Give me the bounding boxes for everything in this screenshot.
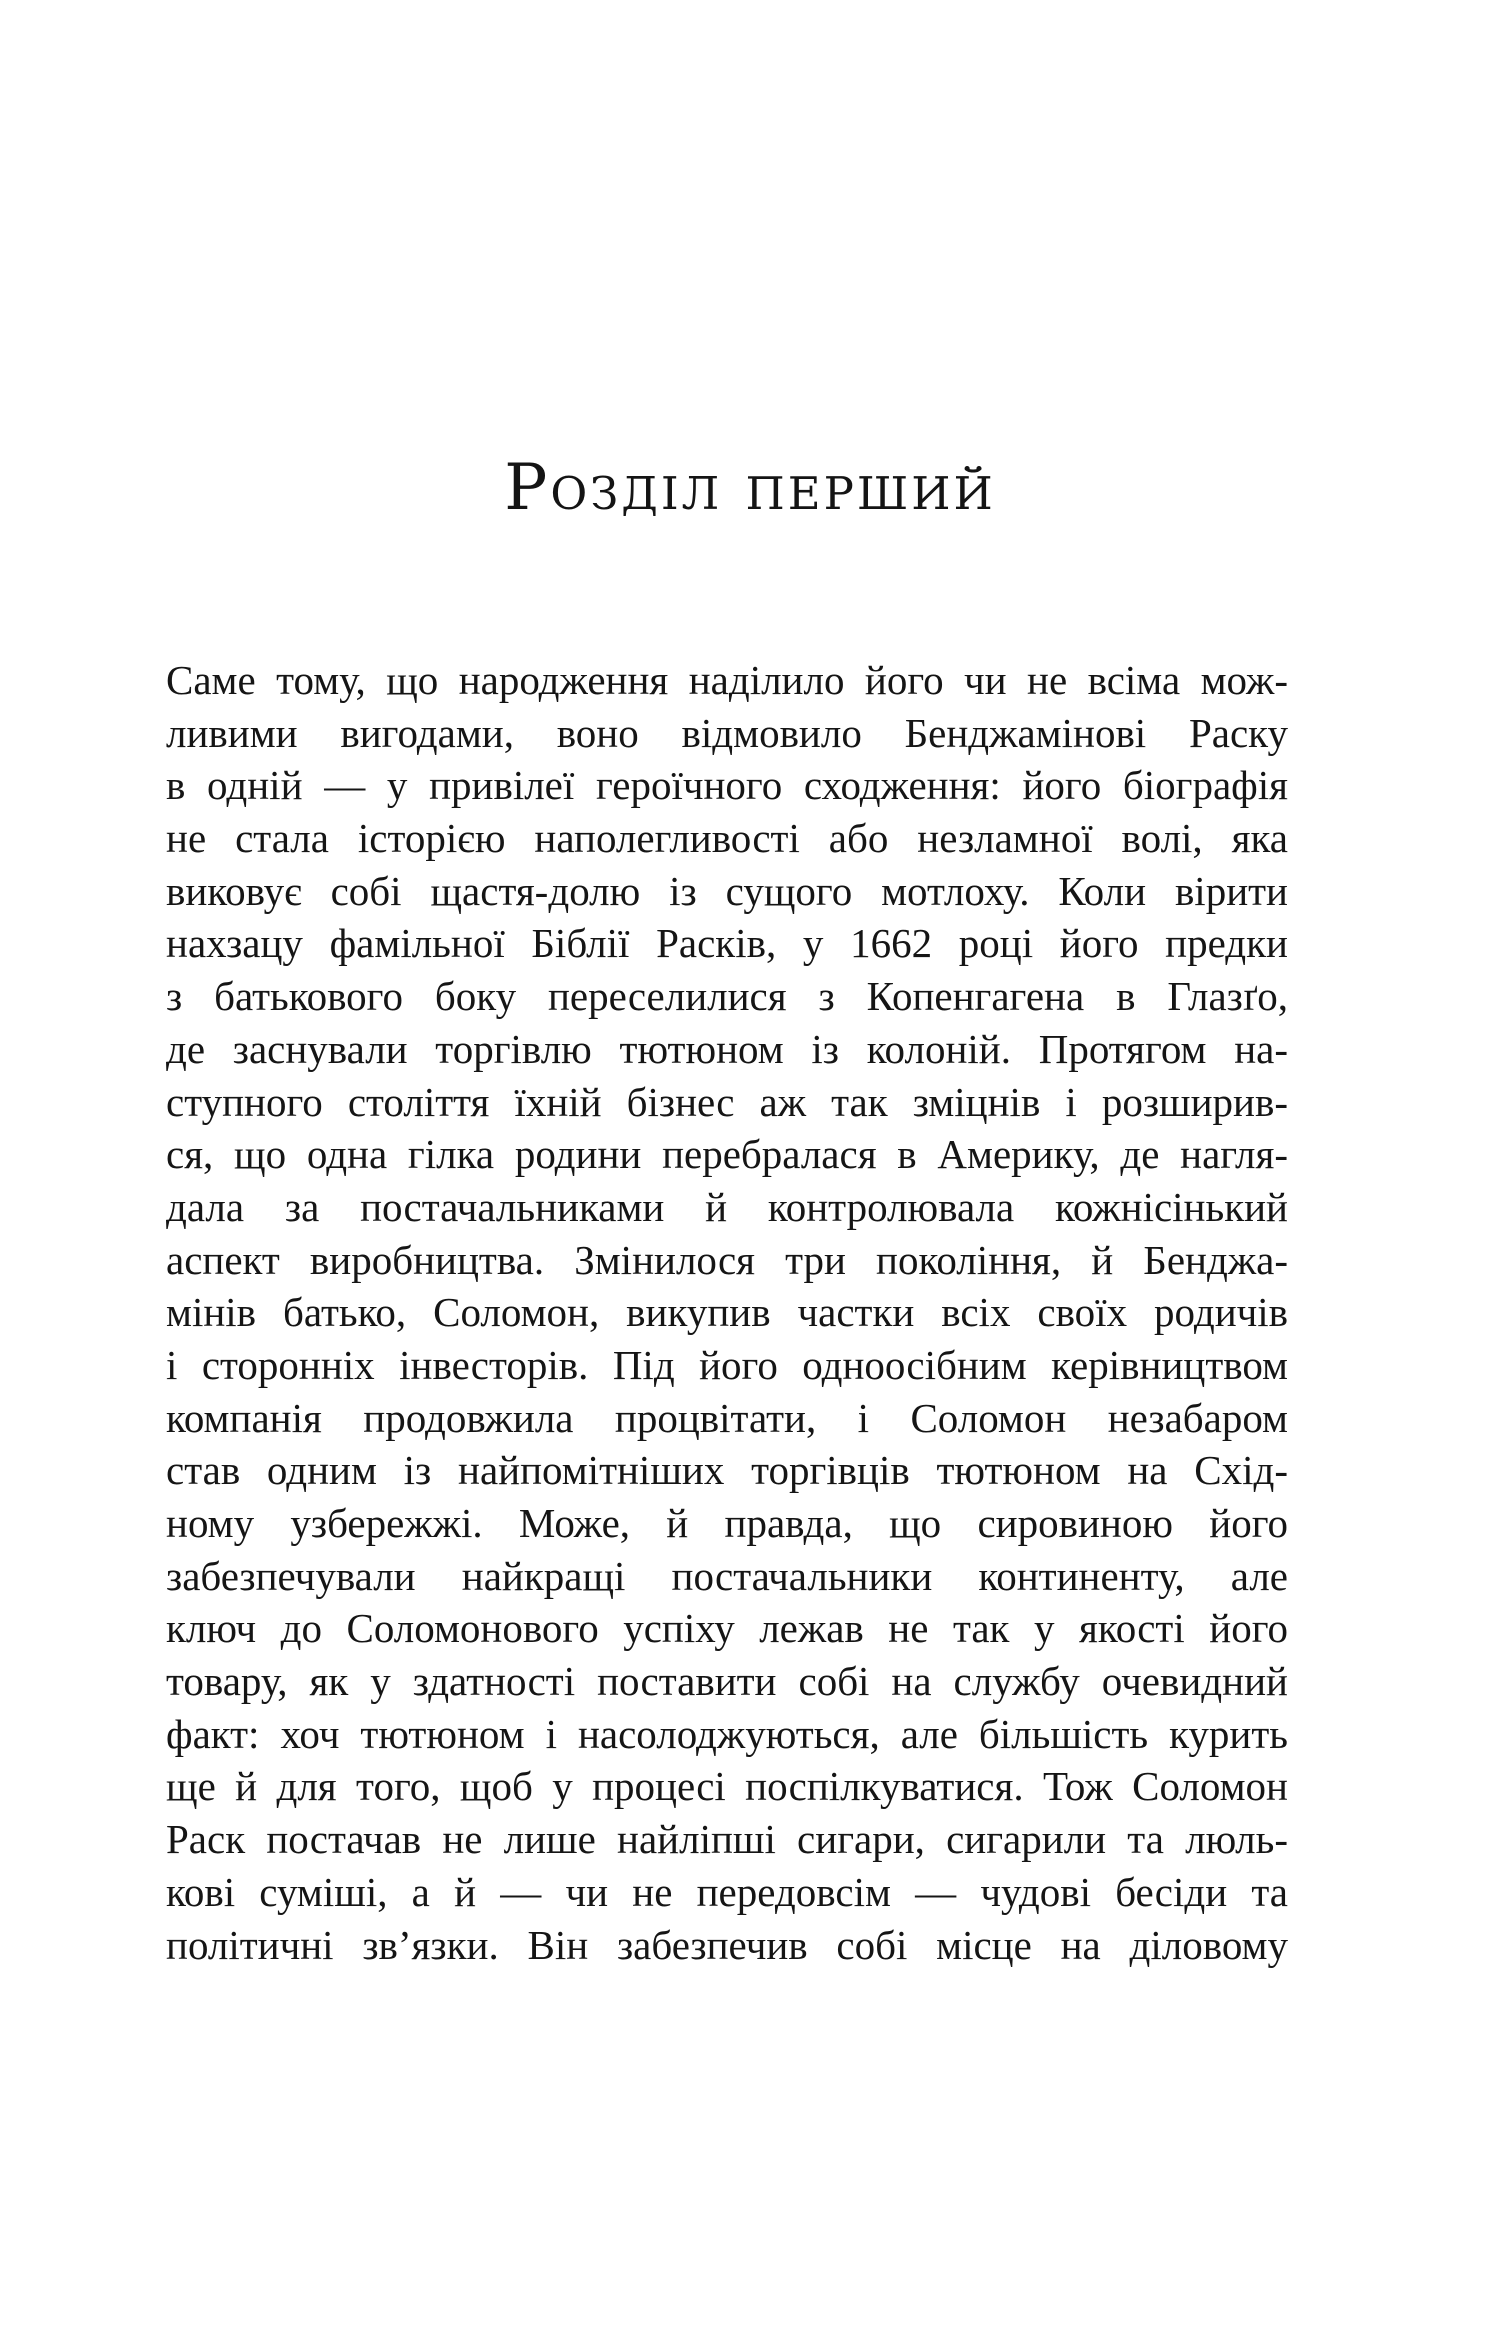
- text-line: аспект виробництва. Змінилося три покоління, й Бенджа-: [166, 1236, 1288, 1283]
- text-line: ще й для того, щоб у процесі поспілкуватися. Тож Соломон: [166, 1763, 1288, 1810]
- text-line: Саме тому, що народження наділило його чи не всіма мож-: [166, 657, 1288, 703]
- text-line: факт: хоч тютюном і насолоджуються, але більшість курить: [166, 1710, 1288, 1757]
- text-line: Раск постачав не лише найліпші сигари, сигарили та люль-: [166, 1816, 1288, 1863]
- text-line: компанія продовжила процвітати, і Соломон незабаром: [166, 1394, 1288, 1441]
- text-line: де заснували торгівлю тютюном із колоній. Протягом на-: [166, 1025, 1288, 1072]
- text-line: став одним із найпомітніших торгівців тютюном на Схід-: [166, 1447, 1288, 1494]
- text-line: ступного століття їхній бізнес аж так зміцнів і розширив-: [166, 1078, 1288, 1125]
- text-line: з батькового боку переселилися з Копенгагена в Глазґо,: [166, 973, 1288, 1020]
- text-line: ключ до Соломонового успіху лежав не так у якості його: [166, 1605, 1288, 1652]
- text-line: політичні зв’язки. Він забезпечив собі місце на діловому: [166, 1921, 1288, 1968]
- body-text: [166, 654, 1288, 1971]
- text-line: ся, що одна гілка родини перебралася в Америку, де нагля-: [166, 1131, 1288, 1178]
- text-line: ливими вигодами, воно відмовило Бенджамінові Раску: [166, 709, 1288, 756]
- chapter-title: Розділ перший: [504, 451, 996, 525]
- text-line: товару, як у здатності поставити собі на службу очевидний: [166, 1658, 1288, 1705]
- text-line: в одній — у привілеї героїчного сходження: його біографія: [166, 762, 1288, 809]
- text-line: ному узбережжі. Може, й правда, що сировиною його: [166, 1500, 1288, 1546]
- text-line: і сторонніх інвесторів. Під його одноосібним керівництвом: [166, 1341, 1288, 1388]
- text-line: виковує собі щастя-долю із сущого мотлоху. Коли вірити: [166, 867, 1288, 914]
- text-line: кові суміші, а й — чи не передовсім — чудові бесіди та: [166, 1868, 1288, 1915]
- text-line: мінів батько, Соломон, викупив частки всіх своїх родичів: [166, 1289, 1288, 1336]
- text-line: забезпечували найкращі постачальники континенту, але: [166, 1552, 1288, 1599]
- text-line: не стала історією наполегливості або незламної волі, яка: [166, 815, 1288, 862]
- text-line: дала за постачальниками й контролювала кожнісінький: [166, 1183, 1288, 1230]
- text-line: нахзацу фамільної Біблії Расків, у 1662 році його предки: [166, 920, 1288, 967]
